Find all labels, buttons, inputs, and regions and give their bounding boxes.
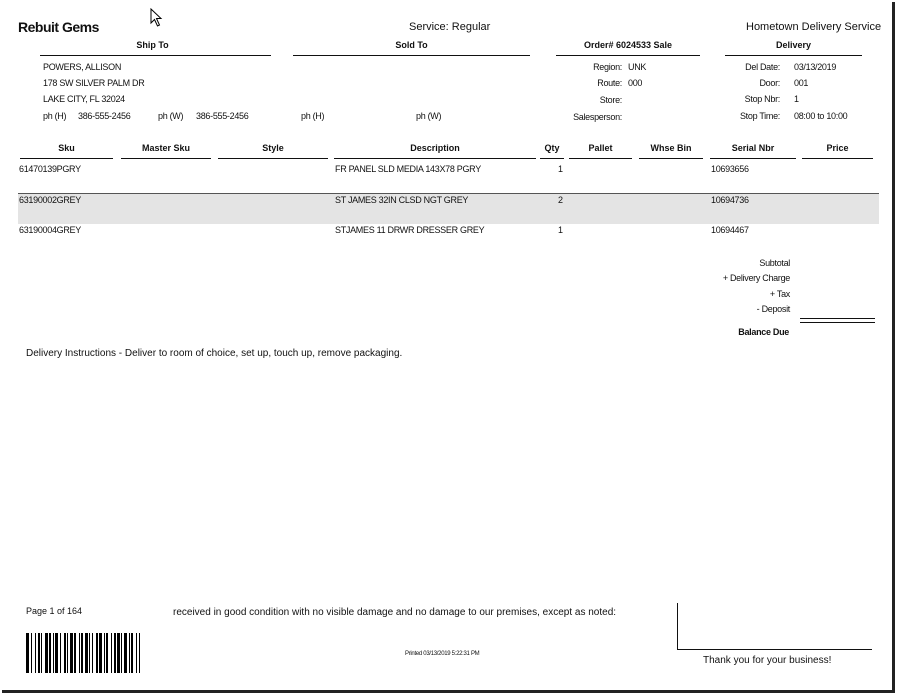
delivery-instructions: Delivery Instructions - Deliver to room of choice, set up, touch up, remove packaging. [26, 348, 403, 359]
col-description: Description [410, 143, 460, 153]
col-master-sku-rule [121, 158, 211, 159]
row-3-qty: 1 [558, 225, 563, 235]
door-value: 001 [794, 78, 809, 88]
row-1-qty: 1 [558, 164, 563, 174]
ship-to-name: POWERS, ALLISON [43, 62, 122, 72]
ship-to-rule [40, 55, 271, 56]
company-name: Rebuit Gems [18, 19, 99, 35]
door-label: Door: [759, 78, 780, 88]
carrier-name: Hometown Delivery Service [746, 21, 882, 33]
col-qty: Qty [544, 143, 560, 153]
col-description-rule [334, 158, 536, 159]
subtotal-label: Subtotal [759, 258, 790, 268]
delivery-charge-label: + Delivery Charge [722, 273, 790, 283]
stop-time-value: 08:00 to 10:00 [794, 111, 848, 121]
col-pallet: Pallet [588, 143, 613, 153]
stop-time-label: Stop Time: [739, 111, 780, 121]
barcode [26, 633, 143, 673]
col-sku-rule [20, 158, 113, 159]
ship-to-address: 178 SW SILVER PALM DR [43, 78, 145, 88]
row-2-qty: 2 [558, 195, 563, 205]
col-serial-nbr-rule [710, 158, 796, 159]
deposit-label: - Deposit [756, 304, 790, 314]
region-value: UNK [628, 62, 647, 72]
row-3-description: STJAMES 11 DRWR DRESSER GREY [335, 225, 485, 235]
route-label: Route: [597, 78, 622, 88]
col-sku: Sku [58, 143, 75, 153]
row-3-sku: 63190004GREY [19, 225, 81, 235]
col-qty-rule [540, 158, 564, 159]
row-3-serial: 10694467 [711, 225, 749, 235]
order-rule [556, 55, 700, 56]
salesperson-label: Salesperson: [573, 112, 622, 122]
row-2-serial: 10694736 [711, 195, 749, 205]
delivery-title: Delivery [775, 40, 812, 50]
col-master-sku: Master Sku [141, 143, 191, 153]
col-style: Style [262, 143, 284, 153]
col-style-rule [218, 158, 328, 159]
sold-to-rule [293, 55, 530, 56]
stop-nbr-label: Stop Nbr: [744, 94, 780, 104]
ship-to-ph-w-label: ph (W) [158, 111, 184, 121]
printed-timestamp: Printed 03/13/2019 5:22:31 PM [405, 651, 480, 657]
col-whse-bin-rule [639, 158, 703, 159]
del-date-label: Del Date: [745, 62, 780, 72]
totals-rule-bottom [800, 322, 875, 323]
totals-rule-top [800, 318, 875, 319]
ship-to-ph-h: 386-555-2456 [78, 111, 131, 121]
sold-to-ph-h-label: ph (H) [301, 111, 325, 121]
ship-to-ph-h-label: ph (H) [43, 111, 67, 121]
balance-due-label: Balance Due [738, 327, 789, 337]
signature-box [677, 603, 872, 650]
row-1-sku: 61470139PGRY [19, 164, 81, 174]
row-1-description: FR PANEL SLD MEDIA 143X78 PGRY [335, 164, 481, 174]
ship-to-title: Ship To [136, 40, 169, 50]
row-2-sku: 63190002GREY [19, 195, 81, 205]
row-2-description: ST JAMES 32IN CLSD NGT GREY [335, 195, 469, 205]
col-price: Price [826, 143, 849, 153]
store-label: Store: [599, 95, 622, 105]
barcode-bar [140, 633, 143, 673]
tax-label: + Tax [769, 289, 790, 299]
sold-to-title: Sold To [395, 40, 428, 50]
row-1-serial: 10693656 [711, 164, 749, 174]
page-number: Page 1 of 164 [26, 606, 83, 616]
col-whse-bin: Whse Bin [650, 143, 692, 153]
ship-to-ph-w: 386-555-2456 [196, 111, 249, 121]
order-title: Order# 6024533 Sale [583, 40, 673, 50]
thank-you-note: Thank you for your business! [703, 655, 832, 666]
col-serial-nbr: Serial Nbr [731, 143, 775, 153]
mouse-pointer-icon [150, 8, 164, 28]
sold-to-ph-w-label: ph (W) [416, 111, 442, 121]
route-value: 000 [628, 78, 643, 88]
col-pallet-rule [569, 158, 632, 159]
service-type: Service: Regular [409, 21, 491, 33]
col-price-rule [802, 158, 873, 159]
delivery-rule [725, 55, 862, 56]
del-date-value: 03/13/2019 [794, 62, 837, 72]
ship-to-city: LAKE CITY, FL 32024 [43, 94, 125, 104]
received-statement: received in good condition with no visible damage and no damage to our premises, except as noted: [173, 607, 617, 618]
stop-nbr-value: 1 [794, 94, 799, 104]
region-label: Region: [593, 62, 622, 72]
